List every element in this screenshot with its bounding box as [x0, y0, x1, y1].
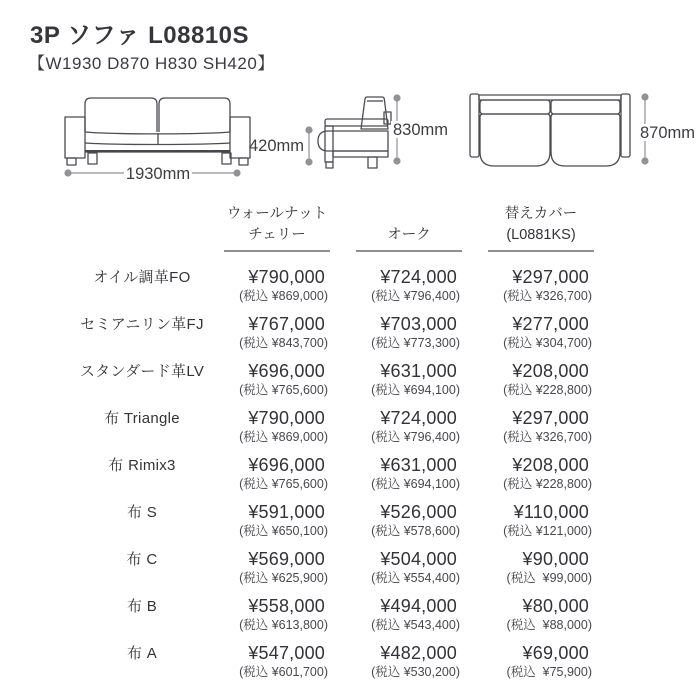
price-cell [488, 441, 594, 491]
page-title [30, 15, 249, 50]
top-depth-label: 870mm [640, 124, 696, 142]
tax-included-value: (税込 ¥869,000) [239, 289, 328, 303]
table-row [0, 441, 700, 491]
table-row [0, 535, 700, 585]
tax-included-value: (税込 ¥228,800) [503, 383, 592, 397]
price-value: ¥696,000 [248, 455, 325, 475]
price-cell [356, 582, 462, 632]
row-label: 布 Rimix3 [108, 457, 176, 474]
column-header-replacement-cover [488, 204, 594, 246]
column-header-oak [356, 225, 462, 246]
price-cell [356, 394, 462, 444]
price-cell [356, 300, 462, 350]
price-value: ¥110,000 [513, 502, 589, 522]
price-value: ¥631,000 [380, 361, 457, 381]
price-table [0, 253, 700, 679]
table-row [0, 394, 700, 444]
tax-included-value: (税込 ¥304,700) [503, 336, 592, 350]
column-header-line: チェリー [248, 227, 306, 243]
front-width-label: 1930mm [125, 165, 191, 183]
column-underline [224, 250, 330, 252]
price-value: ¥482,000 [380, 643, 457, 663]
price-value: ¥724,000 [380, 408, 457, 428]
price-value: ¥767,000 [248, 314, 325, 334]
price-value: ¥569,000 [248, 549, 325, 569]
product-name: 3P ソファ [30, 22, 141, 49]
tax-included-value: (税込 ¥543,400) [371, 618, 460, 632]
price-value: ¥696,000 [248, 361, 325, 381]
tax-included-value: (税込 ¥601,700) [239, 665, 328, 679]
tax-included-value: (税込 ¥765,600) [239, 477, 328, 491]
price-value: ¥703,000 [380, 314, 457, 334]
row-label: 布 S [126, 504, 158, 521]
price-value: ¥724,000 [380, 267, 457, 287]
column-header-line: オーク [387, 227, 431, 243]
price-value: ¥591,000 [248, 502, 325, 522]
row-label: 布 C [126, 551, 158, 568]
tax-included-value: (税込 ¥765,600) [239, 383, 328, 397]
price-value: ¥297,000 [512, 267, 589, 287]
row-label: 布 Triangle [104, 410, 180, 427]
price-cell [488, 394, 594, 444]
tax-included-value: (税込 ¥650,100) [239, 524, 328, 538]
tax-included-value: (税込 ¥88,000) [506, 618, 592, 632]
price-value: ¥558,000 [248, 596, 325, 616]
tax-included-value: (税込 ¥843,700) [239, 336, 328, 350]
tax-included-value: (税込 ¥554,400) [371, 571, 460, 585]
price-cell [224, 582, 330, 632]
column-underline [488, 250, 594, 252]
price-cell [488, 582, 594, 632]
price-cell [224, 488, 330, 538]
tax-included-value: (税込 ¥869,000) [239, 430, 328, 444]
price-value: ¥69,000 [522, 643, 589, 663]
price-cell [488, 347, 594, 397]
row-label: 布 B [126, 598, 158, 615]
price-cell [356, 629, 462, 679]
sofa-side-view-icon [318, 97, 391, 168]
price-cell [356, 535, 462, 585]
table-row [0, 629, 700, 679]
price-cell [224, 629, 330, 679]
side-height-label: 830mm [393, 121, 449, 139]
table-row [0, 347, 700, 397]
sofa-dimension-diagrams [40, 80, 700, 200]
price-cell [224, 441, 330, 491]
table-row [0, 253, 700, 303]
price-value: ¥80,000 [522, 596, 589, 616]
tax-included-value: (税込 ¥530,200) [371, 665, 460, 679]
row-label: スタンダード革LV [79, 363, 205, 380]
seat-height-label: 420mm [248, 137, 304, 155]
sofa-front-view-icon [65, 98, 250, 165]
tax-included-value: (税込 ¥578,600) [371, 524, 460, 538]
price-value: ¥208,000 [512, 455, 589, 475]
price-cell [224, 253, 330, 303]
seat-height-dimension-line [305, 126, 312, 165]
tax-included-value: (税込 ¥326,700) [503, 430, 592, 444]
price-value: ¥277,000 [512, 314, 589, 334]
tax-included-value: (税込 ¥796,400) [371, 289, 460, 303]
price-value: ¥504,000 [380, 549, 457, 569]
column-header-line: 替えカバー [504, 206, 578, 222]
row-label: セミアニリン革FJ [80, 316, 204, 333]
price-cell [488, 629, 594, 679]
price-value: ¥297,000 [512, 408, 589, 428]
price-cell [488, 488, 594, 538]
tax-included-value: (税込 ¥625,900) [239, 571, 328, 585]
tax-included-value: (税込 ¥75,900) [506, 665, 592, 679]
tax-included-value: (税込 ¥228,800) [503, 477, 592, 491]
price-value: ¥790,000 [248, 267, 325, 287]
tax-included-value: (税込 ¥613,800) [239, 618, 328, 632]
tax-included-value: (税込 ¥694,100) [371, 477, 460, 491]
price-value: ¥208,000 [512, 361, 589, 381]
price-cell [224, 535, 330, 585]
price-value: ¥526,000 [380, 502, 457, 522]
price-value: ¥547,000 [248, 643, 325, 663]
price-cell [356, 441, 462, 491]
price-cell [356, 347, 462, 397]
product-code: L08810S [148, 22, 250, 49]
tax-included-value: (税込 ¥121,000) [503, 524, 592, 538]
tax-included-value: (税込 ¥796,400) [371, 430, 460, 444]
price-cell [488, 253, 594, 303]
price-cell [356, 488, 462, 538]
column-header-line: ウォールナット [226, 206, 328, 222]
price-value: ¥631,000 [380, 455, 457, 475]
price-cell [488, 300, 594, 350]
price-cell [488, 535, 594, 585]
table-row [0, 300, 700, 350]
price-cell [224, 347, 330, 397]
row-label: 布 A [126, 645, 158, 662]
price-cell [356, 253, 462, 303]
tax-included-value: (税込 ¥99,000) [506, 571, 592, 585]
price-cell [224, 394, 330, 444]
table-row [0, 582, 700, 632]
column-header-walnut-cherry [224, 204, 330, 246]
price-value: ¥790,000 [248, 408, 325, 428]
price-value: ¥494,000 [380, 596, 457, 616]
row-label: オイル調革FO [93, 269, 191, 286]
table-row [0, 488, 700, 538]
price-value: ¥90,000 [522, 549, 589, 569]
price-cell [224, 300, 330, 350]
tax-included-value: (税込 ¥694,100) [371, 383, 460, 397]
column-header-line: (L0881KS) [506, 227, 576, 243]
tax-included-value: (税込 ¥773,300) [371, 336, 460, 350]
sofa-top-view-icon [470, 94, 630, 166]
tax-included-value: (税込 ¥326,700) [503, 289, 592, 303]
size-spec: 【W1930 D870 H830 SH420】 [28, 54, 275, 73]
column-underline [356, 250, 462, 252]
